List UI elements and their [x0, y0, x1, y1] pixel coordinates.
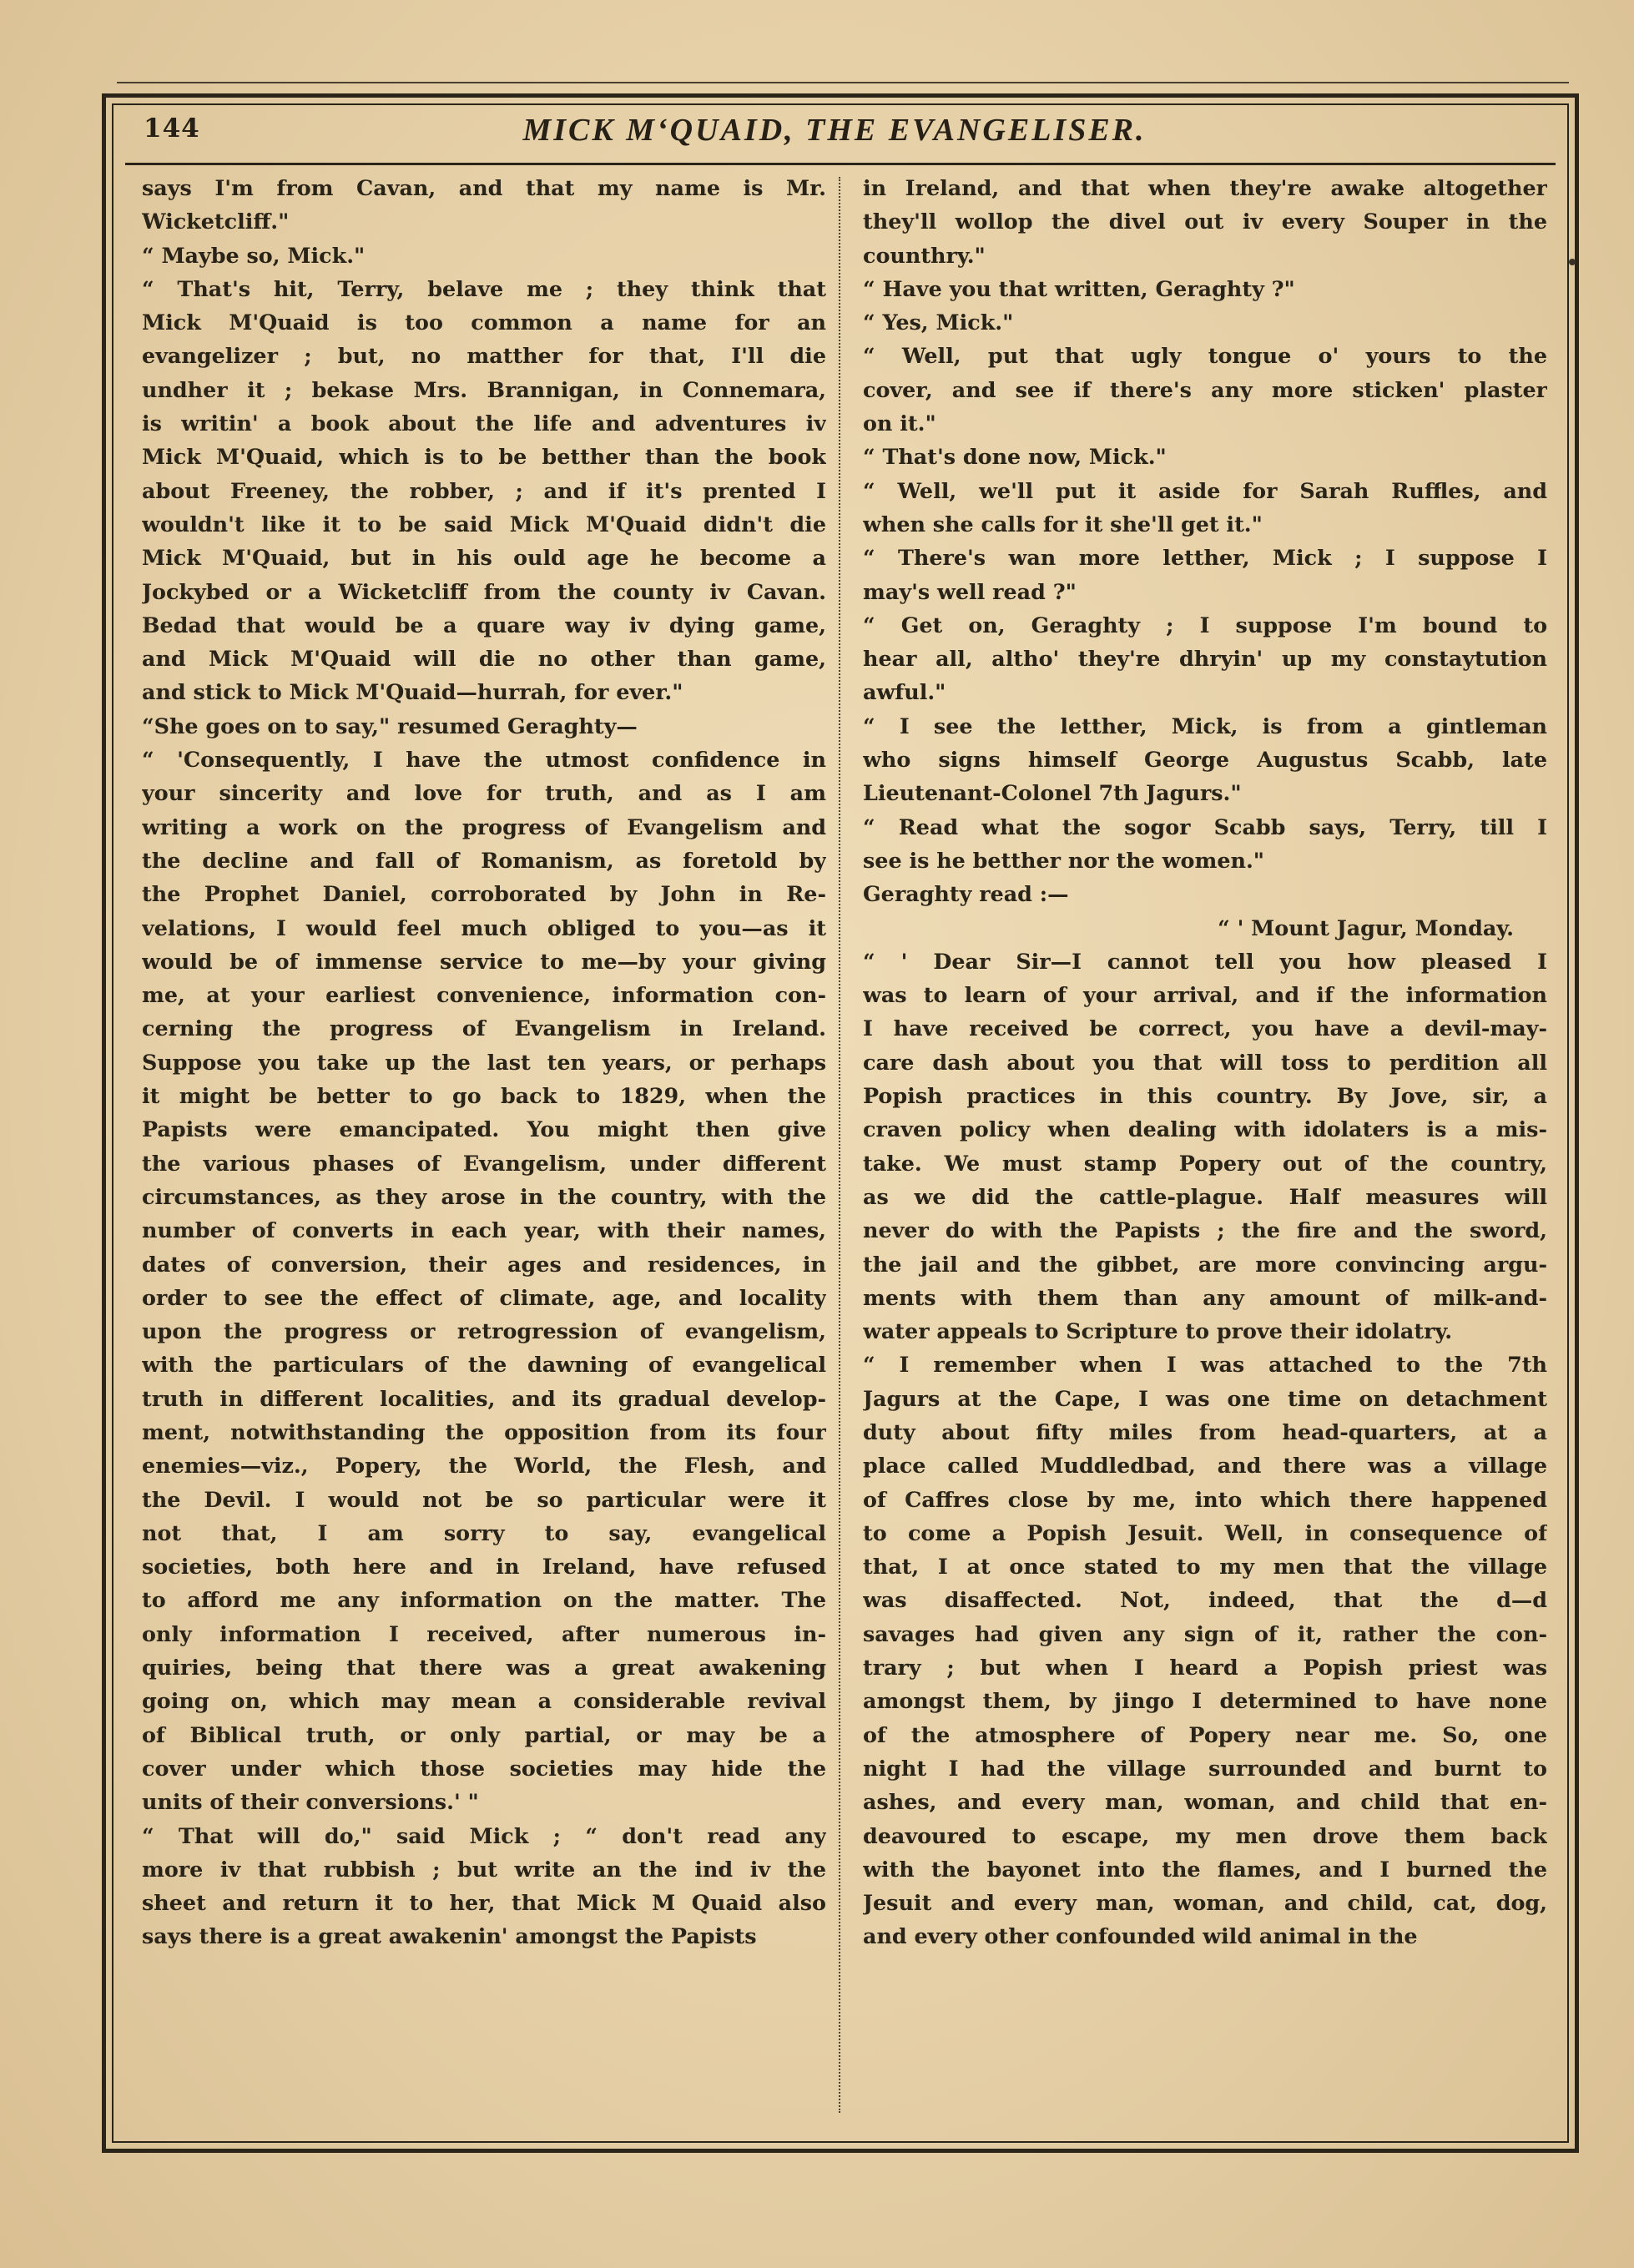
text-line: was disaffected. Not, indeed, that the d—d	[863, 1587, 1547, 1613]
text-line: “ That will do," said Mick ; “ don't read any	[142, 1822, 826, 1848]
text-line: Popish practices in this country. By Jove, sir, a	[863, 1083, 1547, 1109]
text-line: amongst them, by jingo I determined to have none	[863, 1688, 1547, 1714]
text-line: was to learn of your arrival, and if the information	[863, 982, 1547, 1008]
text-line: upon the progress or retrogression of evangelism,	[142, 1318, 826, 1344]
text-line: ments with them than any amount of milk-and-	[863, 1284, 1547, 1310]
text-line: about Freeney, the robber, ; and if it's prented I	[142, 477, 826, 503]
text-line: going on, which may mean a considerable revival	[142, 1688, 826, 1714]
text-line: the Devil. I would not be so particular were it	[142, 1486, 826, 1512]
text-line: me, at your earliest convenience, information con-	[142, 982, 826, 1008]
text-line: duty about fifty miles from head-quarters, at a	[863, 1419, 1547, 1444]
text-line: I have received be correct, you have a devil-may-	[863, 1016, 1547, 1041]
text-line: place called Muddledbad, and there was a village	[863, 1453, 1547, 1479]
text-line: would be of immense service to me—by your giving	[142, 948, 826, 974]
text-line: is writin' a book about the life and adventures iv	[142, 411, 826, 436]
text-line: “ I see the letther, Mick, is from a gintleman	[863, 713, 1547, 738]
text-line: to afford me any information on the matter. The	[142, 1587, 826, 1613]
text-line: deavoured to escape, my men drove them back	[863, 1822, 1547, 1848]
page-number: 144	[144, 113, 200, 144]
text-line: “ Yes, Mick."	[863, 310, 1014, 335]
text-line: trary ; but when I heard a Popish priest was	[863, 1655, 1547, 1681]
text-line: the various phases of Evangelism, under different	[142, 1150, 826, 1176]
text-line: Suppose you take up the last ten years, or perhaps	[142, 1049, 826, 1075]
text-line: never do with the Papists ; the fire and the sword,	[863, 1217, 1547, 1243]
text-line: take. We must stamp Popery out of the country,	[863, 1150, 1547, 1176]
text-line: writing a work on the progress of Evangelism and	[142, 814, 826, 839]
page-header	[125, 108, 1544, 159]
text-line: water appeals to Scripture to prove their idolatry.	[863, 1318, 1453, 1344]
text-line: Papists were emancipated. You might then give	[142, 1116, 826, 1142]
text-line: “ Well, we'll put it aside for Sarah Ruffles, and	[863, 477, 1547, 503]
text-line: Wicketcliff."	[142, 209, 290, 234]
text-line: “She goes on to say," resumed Geraghty—	[142, 713, 638, 738]
text-line: units of their conversions.' "	[142, 1789, 479, 1815]
text-line: Mick M'Quaid, which is to be betther than the book	[142, 444, 826, 470]
text-line: they'll wollop the divel out iv every Souper in the	[863, 209, 1547, 234]
text-line: only information I received, after numerous in-	[142, 1620, 826, 1646]
text-line: craven policy when dealing with idolaters is a mis-	[863, 1116, 1547, 1142]
text-line: the Prophet Daniel, corroborated by John in Re-	[142, 881, 826, 907]
text-line: who signs himself George Augustus Scabb, late	[863, 747, 1547, 773]
left-column	[142, 171, 826, 1953]
text-line: societies, both here and in Ireland, have refused	[142, 1554, 826, 1580]
text-line: the decline and fall of Romanism, as foretold by	[142, 847, 826, 873]
text-line: Mick M'Quaid, but in his ould age he become a	[142, 545, 826, 571]
text-line: cover, and see if there's any more sticken' plaster	[863, 376, 1547, 402]
ink-spot	[1569, 259, 1576, 265]
text-line: “ Well, put that ugly tongue o' yours to the	[863, 343, 1547, 369]
text-line: evangelizer ; but, no matther for that, I'll die	[142, 343, 826, 369]
text-line: of Biblical truth, or only partial, or may be a	[142, 1721, 826, 1747]
text-line: and stick to Mick M'Quaid—hurrah, for ever."	[142, 679, 683, 705]
text-line: undher it ; bekase Mrs. Brannigan, in Connemara,	[142, 376, 826, 402]
text-line: “ Maybe so, Mick."	[142, 242, 366, 268]
top-rule	[117, 82, 1569, 83]
text-line: sheet and return it to her, that Mick M Quaid also	[142, 1890, 826, 1916]
text-line: “ That's hit, Terry, belave me ; they think that	[142, 275, 826, 301]
text-line: Bedad that would be a quare way iv dying game,	[142, 612, 826, 638]
text-line: on it."	[863, 411, 936, 436]
text-line: with the particulars of the dawning of evangelical	[142, 1352, 826, 1378]
text-line: Jesuit and every man, woman, and child, cat, dog,	[863, 1890, 1547, 1916]
text-line: see is he betther nor the women."	[863, 847, 1265, 873]
text-line: care dash about you that will toss to perdition all	[863, 1049, 1547, 1075]
text-line: ment, notwithstanding the opposition from its four	[142, 1419, 826, 1444]
text-line: “ ' Dear Sir—I cannot tell you how pleased I	[863, 948, 1547, 974]
running-title: MICK M‘QUAID, THE EVANGELISER.	[522, 113, 1147, 148]
text-line: as we did the cattle-plague. Half measures will	[863, 1183, 1547, 1209]
text-line: hear all, altho' they're dhryin' up my constaytution	[863, 646, 1547, 672]
text-line: “ There's wan more letther, Mick ; I suppose I	[863, 545, 1547, 571]
text-line: savages had given any sign of it, rather the con-	[863, 1620, 1547, 1646]
text-line: says I'm from Cavan, and that my name is Mr.	[142, 175, 826, 200]
text-line: cover under which those societies may hide the	[142, 1755, 826, 1781]
text-line: wouldn't like it to be said Mick M'Quaid didn't die	[142, 511, 826, 537]
text-line: counthry."	[863, 242, 986, 268]
text-line: “ Have you that written, Geraghty ?"	[863, 275, 1295, 301]
text-line: to come a Popish Jesuit. Well, in consequence of	[863, 1520, 1547, 1545]
text-line: that, I at once stated to my men that the village	[863, 1554, 1547, 1580]
text-line: truth in different localities, and its gradual develop-	[142, 1385, 826, 1411]
text-line: Mick M'Quaid is too common a name for an	[142, 310, 826, 335]
text-line: of the atmosphere of Popery near me. So, one	[863, 1721, 1547, 1747]
text-line: dates of conversion, their ages and residences, in	[142, 1251, 826, 1277]
text-line: awful."	[863, 679, 946, 705]
text-line: Jagurs at the Cape, I was one time on detachment	[863, 1385, 1547, 1411]
text-line: night I had the village surrounded and burnt to	[863, 1755, 1547, 1781]
text-line: velations, I would feel much obliged to you—as it	[142, 915, 826, 940]
text-line: “ I remember when I was attached to the 7th	[863, 1352, 1547, 1378]
text-line: and Mick M'Quaid will die no other than game,	[142, 646, 826, 672]
text-line: Jockybed or a Wicketcliff from the county iv Cavan.	[142, 578, 826, 604]
text-line: of Caffres close by me, into which there happened	[863, 1486, 1547, 1512]
text-line: enemies—viz., Popery, the World, the Flesh, and	[142, 1453, 826, 1479]
text-line: Geraghty read :—	[863, 881, 1069, 907]
text-line: your sincerity and love for truth, and as I am	[142, 780, 826, 806]
text-line: cerning the progress of Evangelism in Ireland.	[142, 1016, 826, 1041]
text-line: it might be better to go back to 1829, when the	[142, 1083, 826, 1109]
text-line: the jail and the gibbet, are more convincing argu-	[863, 1251, 1547, 1277]
column-divider	[839, 177, 840, 2113]
header-rule	[125, 163, 1556, 165]
text-line: number of converts in each year, with their names,	[142, 1217, 826, 1243]
text-line: “ ' Mount Jagur, Monday.	[1218, 915, 1514, 940]
text-line: “ Read what the sogor Scabb says, Terry, till I	[863, 814, 1547, 839]
text-line: when she calls for it she'll get it."	[863, 511, 1263, 537]
text-line: in Ireland, and that when they're awake altogether	[863, 175, 1547, 200]
text-line: “ Get on, Geraghty ; I suppose I'm bound to	[863, 612, 1547, 638]
right-column	[863, 171, 1547, 1953]
text-line: ashes, and every man, woman, and child that en-	[863, 1789, 1547, 1815]
text-line: order to see the effect of climate, age, and locality	[142, 1284, 826, 1310]
text-line: and every other confounded wild animal in the	[863, 1923, 1418, 1949]
text-line: not that, I am sorry to say, evangelical	[142, 1520, 826, 1545]
text-line: quiries, being that there was a great awakening	[142, 1655, 826, 1681]
text-line: may's well read ?"	[863, 578, 1077, 604]
text-line: more iv that rubbish ; but write an the ind iv the	[142, 1856, 826, 1882]
text-line: Lieutenant-Colonel 7th Jagurs."	[863, 780, 1242, 806]
text-line: circumstances, as they arose in the country, with the	[142, 1183, 826, 1209]
text-line: “ That's done now, Mick."	[863, 444, 1167, 470]
text-line: says there is a great awakenin' amongst the Papists	[142, 1923, 757, 1949]
text-line: “ 'Consequently, I have the utmost confidence in	[142, 747, 826, 773]
text-line: with the bayonet into the flames, and I burned the	[863, 1856, 1547, 1882]
